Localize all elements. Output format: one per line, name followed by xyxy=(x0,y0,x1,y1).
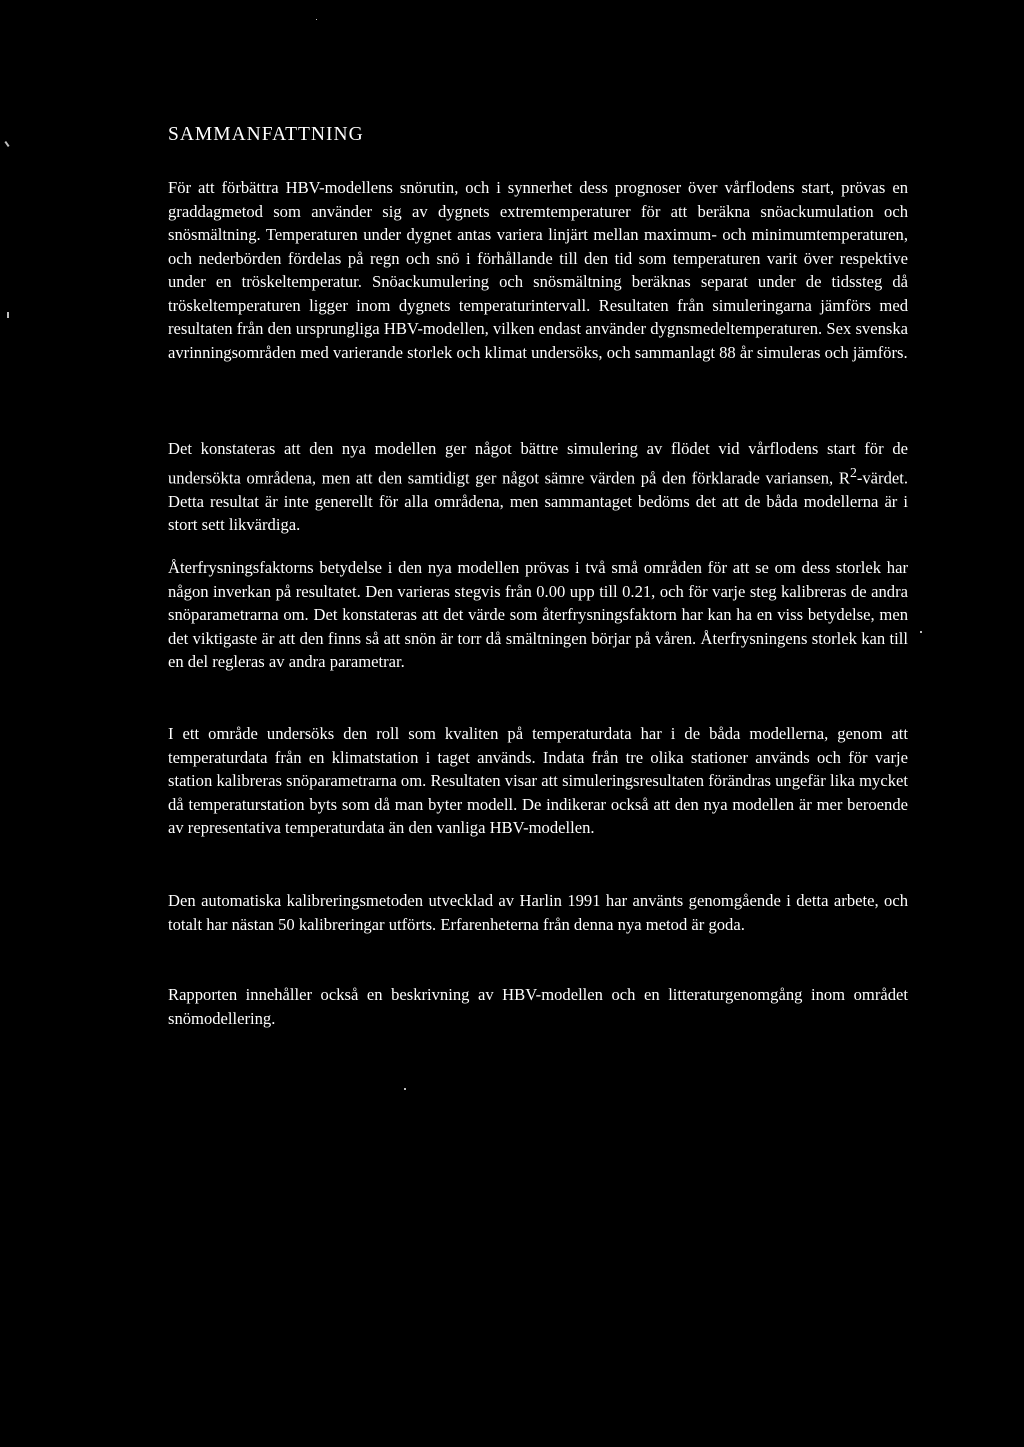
scan-speck xyxy=(7,312,9,318)
scan-speck xyxy=(316,19,317,20)
page-title: SAMMANFATTNING xyxy=(168,124,364,145)
paragraph-3 xyxy=(168,556,908,674)
paragraph-text-continued: -värdet. Detta resultat är inte generellt för alla områdena, men sammantaget bedöms det att de båda modellerna är i stort sett likvärdiga. xyxy=(168,468,908,535)
paragraph-text: Det konstateras att den nya modellen ger något bättre simulering av flödet vid vårflodens start för de undersökta områdena, men att den samtidigt ger något sämre värden på den förklarade variansen, R xyxy=(168,439,908,488)
paragraph-text: Återfrysningsfaktorns betydelse i den nya modellen prövas i två små områden för att se om dess storlek har någon inverkan på resultatet. Den varieras stegvis från 0.00 upp till 0.21, och för varje steg kalibreras de andra snöparametrarna om. Det konstateras att det värde som återfrysningsfaktorn har kan ha en viss betydelse, men det viktigaste är att den finns så att snön är torr då smältningen börjar på våren. Återfrysningens storlek kan till en del regleras av andra parametrar. xyxy=(168,558,908,671)
scan-speck xyxy=(4,141,9,147)
scan-speck xyxy=(404,1088,406,1090)
paragraph-6 xyxy=(168,983,908,1030)
paragraph-5 xyxy=(168,889,908,936)
paragraph-2 xyxy=(168,437,908,537)
paragraph-4 xyxy=(168,722,908,840)
paragraph-text: I ett område undersöks den roll som kvaliten på temperaturdata har i de båda modellerna, genom att temperaturdata från en klimatstation i taget används. Indata från tre olika stationer används och för varje station kalibreras snöparametrarna om. Resultaten visar att simuleringsresultaten förändras ungefär lika mycket då temperaturstation byts som då man byter modell. De indikerar också att den nya modellen är mer beroende av representativa temperaturdata än den vanliga HBV-modellen. xyxy=(168,724,908,837)
paragraph-text: För att förbättra HBV-modellens snörutin, och i synnerhet dess prognoser över vårflodens start, prövas en graddagmetod som använder sig av dygnets extremtemperaturer för att beräkna snöackumulation och snösmältning. Temperaturen under dygnet antas variera linjärt mellan maximum- och minimumtemperaturen, och nederbörden fördelas på regn och snö i förhållande till den tid som temperaturen varit över respektive under en tröskeltemperatur. Snöackumulering och snösmältning beräknas separat under de tidssteg då tröskeltemperaturen ligger inom dygnets temperaturintervall. Resultaten från simuleringarna jämförs med resultaten från den ursprungliga HBV-modellen, vilken endast använder dygnsmedeltemperaturen. Sex svenska avrinningsområden med varierande storlek och klimat undersöks, och sammanlagt 88 år simuleras och jämförs. xyxy=(168,178,908,362)
paragraph-1 xyxy=(168,176,908,364)
paragraph-text: Den automatiska kalibreringsmetoden utvecklad av Harlin 1991 har använts genomgående i detta arbete, och totalt har nästan 50 kalibreringar utförts. Erfarenheterna från denna nya metod är goda. xyxy=(168,891,908,934)
paragraph-text: Rapporten innehåller också en beskrivning av HBV-modellen och en litteraturgenomgång inom området snömodellering. xyxy=(168,985,908,1028)
scan-speck xyxy=(920,631,922,633)
superscript: 2 xyxy=(849,464,857,480)
